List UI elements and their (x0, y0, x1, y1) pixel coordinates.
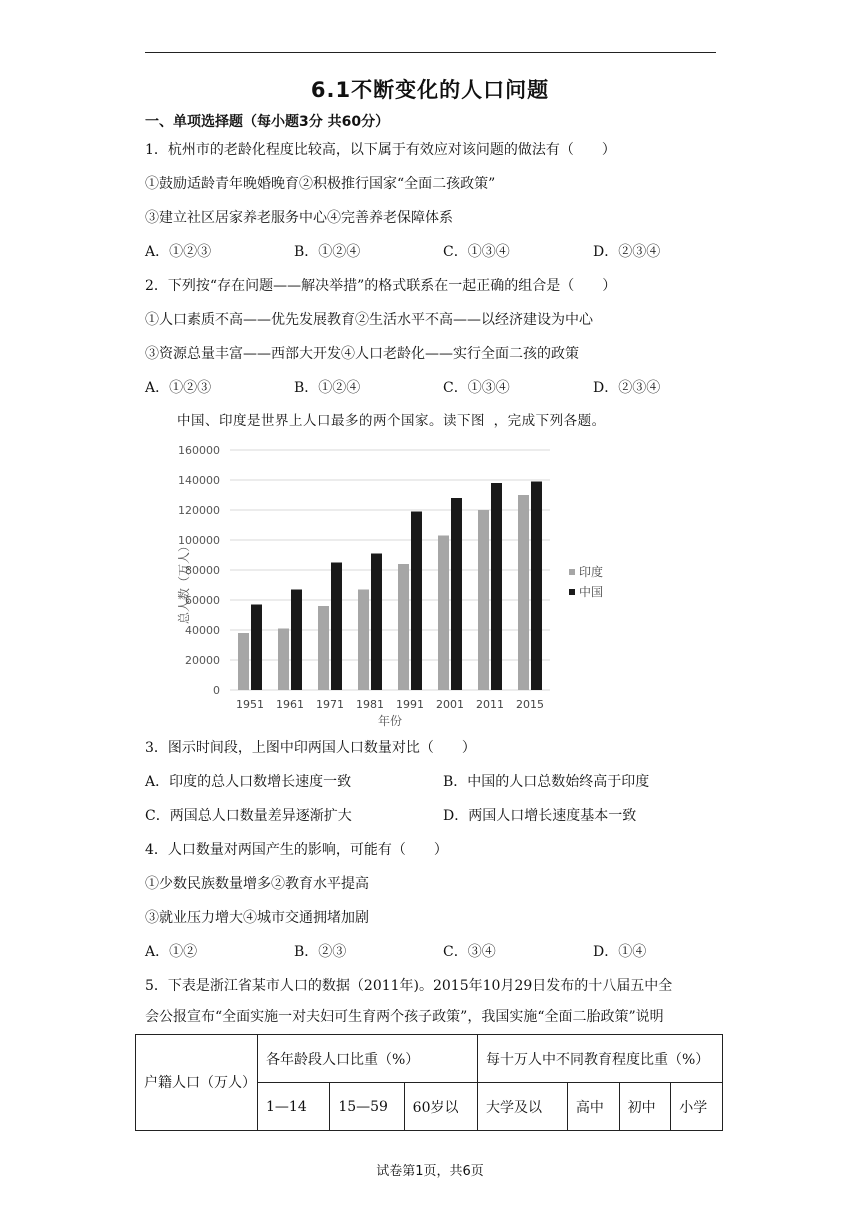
y-tick-label: 40000 (185, 624, 220, 637)
q2-stem: 2．下列按“存在问题——解决举措”的格式联系在一起正确的组合是（ ） (145, 278, 617, 294)
q3-option-b: B．中国的人口总数始终高于印度 (443, 774, 650, 790)
x-tick-label: 2015 (516, 698, 544, 711)
q2-statement-1: ①人口素质不高——优先发展教育②生活水平不高——以经济建设为中心 (145, 312, 593, 328)
q1-statement-2: ③建立社区居家养老服务中心④完善养老保障体系 (145, 210, 453, 226)
table-col-age-1-14: 1—14 (258, 1083, 330, 1131)
legend-label: 印度 (579, 565, 604, 579)
bar-china (251, 605, 262, 691)
y-tick-label: 100000 (178, 534, 220, 547)
legend-label: 中国 (579, 585, 604, 599)
y-tick-label: 60000 (185, 594, 220, 607)
header-rule (145, 52, 716, 53)
legend-swatch (569, 569, 575, 575)
q2-option-d: D．②③④ (593, 380, 661, 396)
q3-option-c: C．两国总人口数量差异逐渐扩大 (145, 808, 352, 824)
table-header-population: 户籍人口（万人） (136, 1035, 258, 1131)
q2-option-a: A．①②③ (145, 380, 212, 396)
y-tick-label: 80000 (185, 564, 220, 577)
q1-option-a: A．①②③ (145, 244, 212, 260)
population-data-table (135, 1034, 723, 1131)
bar-china (371, 554, 382, 691)
table-col-high-school: 高中 (567, 1083, 619, 1131)
bar-india (398, 564, 409, 690)
x-tick-label: 1991 (396, 698, 424, 711)
q4-option-b: B．②③ (294, 944, 347, 960)
q4-option-c: C．③④ (443, 944, 496, 960)
bar-india (278, 629, 289, 691)
page-footer: 试卷第1页，共6页 (376, 1164, 484, 1179)
y-tick-label: 20000 (185, 654, 220, 667)
q1-statement-1: ①鼓励适龄青年晚婚晚育②积极推行国家“全面二孩政策” (145, 176, 496, 192)
q2-statement-2: ③资源总量丰富——西部大开发④人口老龄化——实行全面二孩的政策 (145, 346, 579, 362)
q4-statement-2: ③就业压力增大④城市交通拥堵加剧 (145, 910, 369, 926)
q4-option-d: D．①④ (593, 944, 647, 960)
q4-option-a: A．①② (145, 944, 198, 960)
q1-option-d: D．②③④ (593, 244, 661, 260)
bar-china (491, 483, 502, 690)
bar-china (331, 563, 342, 691)
bar-india (318, 606, 329, 690)
table-col-middle-school: 初中 (619, 1083, 671, 1131)
bar-india (438, 536, 449, 691)
q2-option-c: C．①③④ (443, 380, 510, 396)
chart-intro: 中国、印度是世界上人口最多的两个国家。读下图 ，完成下列各题。 (177, 413, 606, 429)
q5-stem-line-2: 会公报宣布“全面实施一对夫妇可生育两个孩子政策”，我国实施“全面二胎政策”说明 (145, 1009, 664, 1025)
y-axis-title: 总人数（万人） (177, 539, 191, 625)
x-tick-label: 1961 (276, 698, 304, 711)
x-tick-label: 1971 (316, 698, 344, 711)
bar-china (531, 482, 542, 691)
legend-swatch (569, 589, 575, 595)
table-header-education: 每十万人中不同教育程度比重（%） (478, 1035, 723, 1083)
bar-india (518, 495, 529, 690)
q2-option-b: B．①②④ (294, 380, 361, 396)
y-tick-label: 0 (213, 684, 220, 697)
x-tick-label: 2001 (436, 698, 464, 711)
section-heading: 一、单项选择题（每小题3分 共60分） (145, 114, 390, 130)
table-header-age-groups: 各年龄段人口比重（%） (258, 1035, 478, 1083)
page-title: 6.1不断变化的人口问题 (310, 78, 550, 102)
table-col-university: 大学及以 (478, 1083, 568, 1131)
bar-china (411, 512, 422, 691)
bar-india (358, 590, 369, 691)
q3-option-a: A．印度的总人口数增长速度一致 (145, 774, 352, 790)
x-tick-label: 1951 (236, 698, 264, 711)
q5-stem-line-1: 5．下表是浙江省某市人口的数据（2011年)。2015年10月29日发布的十八届五中全 (145, 978, 673, 994)
population-bar-chart (175, 440, 645, 730)
q1-option-c: C．①③④ (443, 244, 510, 260)
table-col-age-15-59: 15—59 (330, 1083, 404, 1131)
x-tick-label: 2011 (476, 698, 504, 711)
q1-option-b: B．①②④ (294, 244, 361, 260)
q4-statement-1: ①少数民族数量增多②教育水平提高 (145, 876, 369, 892)
y-tick-label: 160000 (178, 444, 220, 457)
y-tick-label: 140000 (178, 474, 220, 487)
q3-option-d: D．两国人口增长速度基本一致 (443, 808, 637, 824)
bar-india (238, 633, 249, 690)
x-axis-title: 年份 (377, 714, 403, 728)
q3-stem: 3．图示时间段，上图中印两国人口数量对比（ ） (145, 740, 476, 756)
bar-china (451, 498, 462, 690)
table-col-primary-school: 小学 (671, 1083, 723, 1131)
y-tick-label: 120000 (178, 504, 220, 517)
table-col-age-60-plus: 60岁以 (404, 1083, 477, 1131)
bar-india (478, 510, 489, 690)
bar-china (291, 590, 302, 691)
x-tick-label: 1981 (356, 698, 384, 711)
q1-stem: 1．杭州市的老龄化程度比较高，以下属于有效应对该问题的做法有（ ） (145, 142, 616, 158)
q4-stem: 4．人口数量对两国产生的影响，可能有（ ） (145, 842, 448, 858)
